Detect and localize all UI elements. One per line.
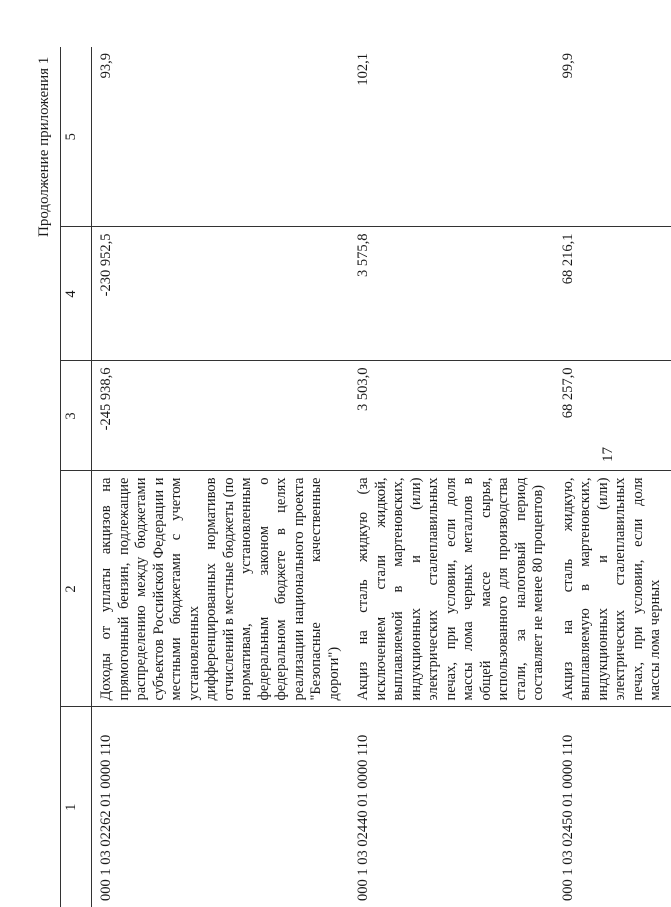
row-code: 000 1 03 02440 01 0000 110: [349, 707, 554, 907]
table-row: [92, 47, 350, 907]
column-header-1: 1: [61, 707, 92, 907]
row-value-col5: 102,1: [355, 53, 371, 86]
table-row: [349, 47, 554, 907]
table-header-row: [61, 47, 92, 907]
row-value-col5: 93,9: [98, 53, 114, 79]
row-description: Доходы от уплаты акцизов на прямогонный бензин, подлежащие распределению между бюджетами субъектов Российской Федерации и местными бюджетами с учетом установленных дифференцированных нормативов отчислений в местные бюджеты (по нормативам, установленным федеральным законом о федеральном бюджете в целях реализации национального проекта "Безопасные качественные дороги"): [92, 471, 350, 707]
row-value-col4: 3 575,8: [349, 227, 554, 361]
row-value-col5: 99,9: [559, 53, 576, 79]
row-value-col3: -245 938,6: [92, 361, 350, 471]
row-value-col4: -230 952,5: [92, 227, 350, 361]
page-number: 17: [600, 447, 616, 462]
table-row: [554, 47, 671, 907]
row-code: 000 1 03 02450 01 0000 110: [554, 707, 671, 907]
column-header-3: 3: [61, 361, 92, 471]
column-header-2: 2: [61, 471, 92, 707]
continuation-label: Продолжение приложения 1: [36, 56, 52, 237]
row-description: Акциз на сталь жидкую, выплавляемую в мартеновских, индукционных и (или) электрических сталеплавильных печах, при условии, если доля массы лома черных: [554, 471, 671, 707]
column-header-4: 4: [61, 227, 92, 361]
row-code: 000 1 03 02262 01 0000 110: [92, 707, 350, 907]
column-header-5: 5: [61, 47, 92, 227]
row-value-col4: 68 216,1: [554, 227, 671, 361]
row-value-col3: 3 503,0: [349, 361, 554, 471]
data-table: [60, 47, 671, 907]
row-value-col3: 68 257,0: [554, 361, 671, 471]
row-description: Акциз на сталь жидкую (за исключением стали жидкой, выплавляемой в мартеновских, индукционных и (или) электрических сталеплавильных печах, при условии, если доля массы лома черных металлов в общей массе сырья, использованного для производства стали, за налоговый период составляет не менее 80 процентов): [349, 471, 554, 707]
